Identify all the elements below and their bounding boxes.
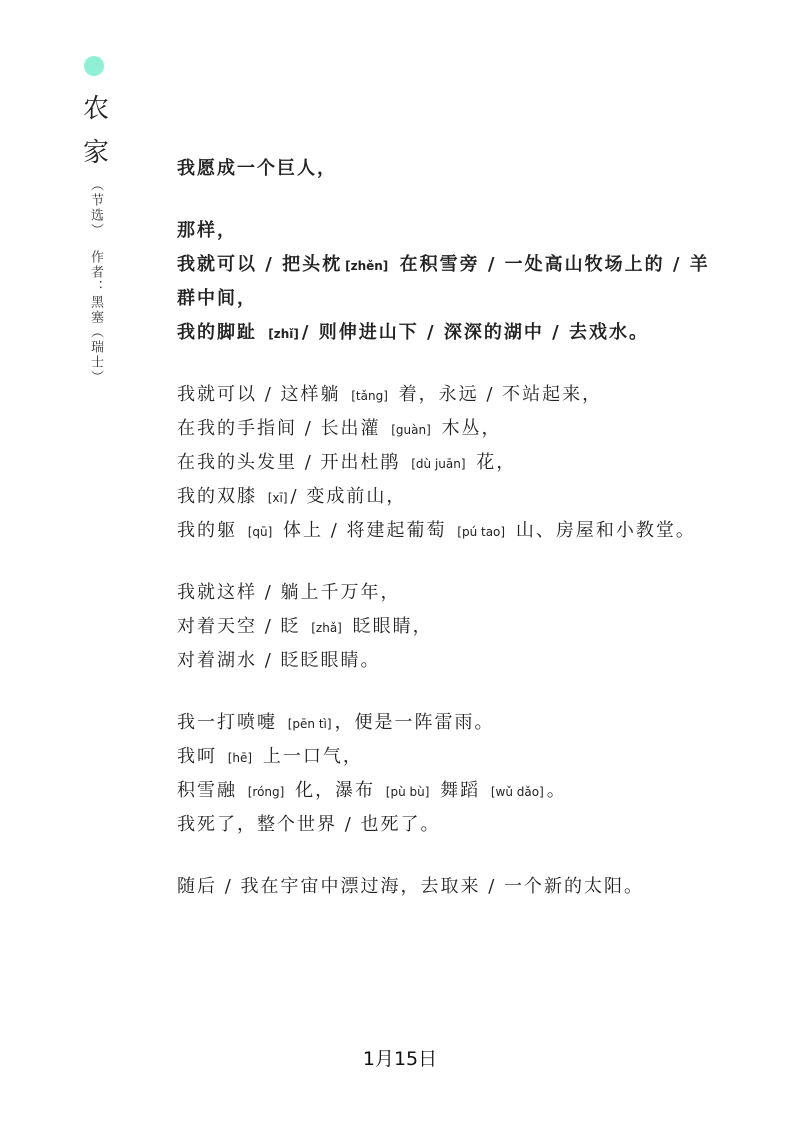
stanza-gap xyxy=(177,186,737,214)
poem-line: 我呵 [hē] 上一口气， xyxy=(177,746,363,767)
poem-body xyxy=(177,152,737,904)
poem-line: 对着天空 / 眨 [zhǎ] 眨眼睛， xyxy=(177,616,433,637)
poem-line: 在我的头发里 / 开出杜鹃 [dù juān] 花， xyxy=(177,452,517,473)
pinyin-annotation: [xī] xyxy=(267,491,288,505)
stanza-gap xyxy=(177,842,737,870)
poem-line: 我死了，整个世界 / 也死了。 xyxy=(177,814,441,835)
poem-line: 我就可以 / 这样躺 [tǎng] 着，永远 / 不站起来， xyxy=(177,384,603,405)
pinyin-annotation: [zhěn] xyxy=(345,259,389,273)
pinyin-annotation: [guàn] xyxy=(391,423,431,437)
pinyin-annotation: [zhǐ] xyxy=(268,327,299,341)
poem-line: 随后 / 我在宇宙中漂过海，去取来 / 一个新的太阳。 xyxy=(177,876,645,897)
pinyin-annotation: [pú tao] xyxy=(457,525,506,539)
pinyin-annotation: [pēn tì] xyxy=(287,717,332,731)
poem-line: 我的双膝 [xī] / 变成前山， xyxy=(177,486,407,507)
poem-line: 群中间， xyxy=(177,288,257,309)
poem-line: 积雪融 [róng] 化，瀑布 [pù bù] 舞蹈 [wǔ dǎo] 。 xyxy=(177,780,567,801)
poem-line: 我一打喷嚏 [pēn tì] ，便是一阵雷雨。 xyxy=(177,712,495,733)
poem-line: 我的躯 [qū] 体上 / 将建起葡萄 [pú tao] 山、房屋和小教堂。 xyxy=(177,520,696,541)
pinyin-annotation: [tǎng] xyxy=(351,389,388,403)
title-char: 农 xyxy=(82,94,109,124)
title-char: 家 xyxy=(82,138,109,168)
poem-line: 我愿成一个巨人， xyxy=(177,158,337,179)
pinyin-annotation: [pù bù] xyxy=(385,785,430,799)
stanza-gap xyxy=(177,548,737,576)
page-title xyxy=(82,94,110,182)
poem-line: 在我的手指间 / 长出灌 [guàn] 木丛， xyxy=(177,418,502,439)
footer-date: 1月15日 xyxy=(362,1048,438,1070)
pinyin-annotation: [dù juān] xyxy=(411,457,466,471)
poem-line: 我就可以 / 把头枕 [zhěn] 在积雪旁 / 一处高山牧场上的 / 羊 xyxy=(177,254,710,275)
pinyin-annotation: [róng] xyxy=(247,785,285,799)
poem-line: 那样， xyxy=(177,220,237,241)
poem-line: 对着湖水 / 眨眨眼睛。 xyxy=(177,650,381,671)
poem-line: 我的脚趾 [zhǐ] / 则伸进山下 / 深深的湖中 / 去戏水。 xyxy=(177,322,649,343)
pinyin-annotation: [hē] xyxy=(227,751,253,765)
pinyin-annotation: [qū] xyxy=(247,525,273,539)
poem-line: 我就这样 / 躺上千万年， xyxy=(177,582,401,603)
stanza-gap xyxy=(177,350,737,378)
accent-dot xyxy=(84,56,104,76)
pinyin-annotation: [zhǎ] xyxy=(311,621,342,635)
pinyin-annotation: [wǔ dǎo] xyxy=(490,785,544,799)
subtitle: （节选） xyxy=(88,178,103,238)
author-credit: 作者：黑塞（瑞士） xyxy=(88,250,103,385)
stanza-gap xyxy=(177,678,737,706)
